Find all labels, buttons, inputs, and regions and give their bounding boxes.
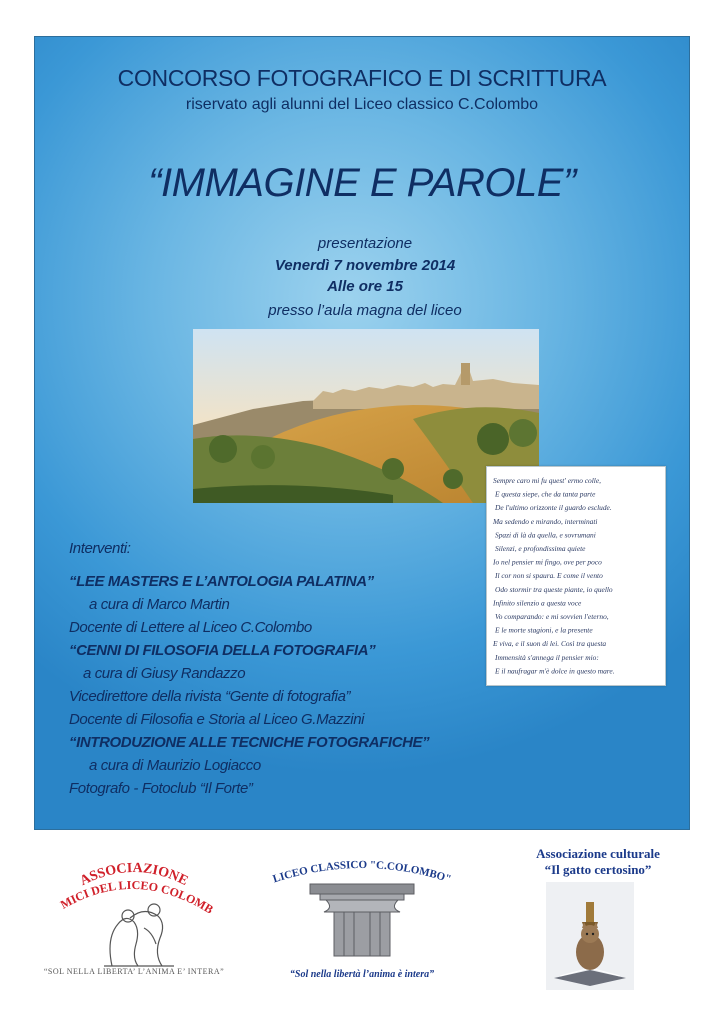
talk-curator: a cura di Giusy Randazzo <box>83 665 246 682</box>
manuscript-line: De l'ultimo orizzonte il guardo esclude. <box>495 503 612 513</box>
svg-text:LICEO CLASSICO "C.COLOMBO" <box>271 859 452 885</box>
talk-title: “CENNI DI FILOSOFIA DELLA FOTOGRAFIA” <box>69 642 376 659</box>
manuscript-line: E questa siepe, che da tanta parte <box>495 489 596 499</box>
manuscript-line: E le morte stagioni, e la presente <box>495 625 593 635</box>
gatto-certosino-name <box>500 846 696 878</box>
association2-line1: Associazione culturale <box>536 846 660 861</box>
manuscript-line: Infinito silenzio a questa voce <box>493 598 582 608</box>
liceo-colombo-logo <box>264 854 460 984</box>
manuscript-line: Silenzi, e profondissima quiete <box>495 544 586 553</box>
association-name-line1: ASSOCIAZIONE <box>77 860 191 890</box>
event-place: presso l’aula magna del liceo <box>268 302 462 319</box>
contest-subtitle: riservato agli alunni del Liceo classico C.Colombo <box>185 96 539 113</box>
talk-title: “LEE MASTERS E L’ANTOLOGIA PALATINA” <box>69 573 374 590</box>
manuscript-line: Odo stormir tra queste piante, io quello <box>495 584 613 594</box>
association-name-line2: MICI DEL LICEO COLOMB <box>57 877 216 917</box>
talk-role: Docente di Filosofia e Storia al Liceo G.Mazzini <box>69 711 365 728</box>
talk-title: “INTRODUZIONE ALLE TECNICHE FOTOGRAFICHE” <box>69 734 430 751</box>
column-capital-icon <box>310 884 414 956</box>
talk-role: Fotografo - Fotoclub “Il Forte” <box>69 780 253 797</box>
talk-role: Vicedirettore della rivista “Gente di fotografia” <box>69 688 351 705</box>
association-motto: “SOL NELLA LIBERTA’ L’ANIMA E’ INTERA” <box>43 967 225 976</box>
manuscript-line: E viva, e il suon di lei. Così tra questa <box>493 639 607 649</box>
event-name: “IMMAGINE E PAROLE” <box>148 161 576 205</box>
event-date: Venerdì 7 novembre 2014 <box>274 257 456 274</box>
talk-role: Docente di Lettere al Liceo C.Colombo <box>69 619 312 636</box>
manuscript-line: Spazi di là da quella, e sovrumani <box>495 530 596 540</box>
figures-illustration-icon <box>104 904 174 966</box>
school-name: LICEO CLASSICO "C.COLOMBO" <box>271 858 453 886</box>
poster <box>34 36 690 830</box>
manuscript-line: Io nel pensier mi fingo, ove per poco <box>493 557 602 567</box>
association2-line2: “Il gatto certosino” <box>544 862 652 877</box>
talks-heading: Interventi: <box>69 540 131 557</box>
manuscript-line: Sempre caro mi fu quest' ermo colle, <box>493 476 601 485</box>
amici-liceo-logo <box>34 858 234 984</box>
manuscript-line: Ma sedendo e mirando, interminati <box>493 516 598 526</box>
manuscript-line: Immensità s'annega il pensier mio: <box>495 652 599 662</box>
manuscript-line: Vo comparando: e mi sovvien l'eterno, <box>495 612 609 621</box>
contest-title: CONCORSO FOTOGRAFICO E DI SCRITTURA <box>117 65 607 91</box>
talk-curator: a cura di Maurizio Logiacco <box>89 757 261 774</box>
talk-curator: a cura di Marco Martin <box>89 596 230 613</box>
school-motto: “Sol nella libertà l’anima è intera” <box>289 969 435 980</box>
manuscript-line: Il cor non si spaura. E come il vento <box>495 571 603 581</box>
manuscript-line: E il naufragar m'è dolce in questo mare. <box>495 666 615 676</box>
event-label: presentazione <box>317 235 413 252</box>
gatto-certosino-logo <box>546 882 634 990</box>
event-time: Alle ore 15 <box>327 278 403 295</box>
talks-section <box>69 537 539 800</box>
